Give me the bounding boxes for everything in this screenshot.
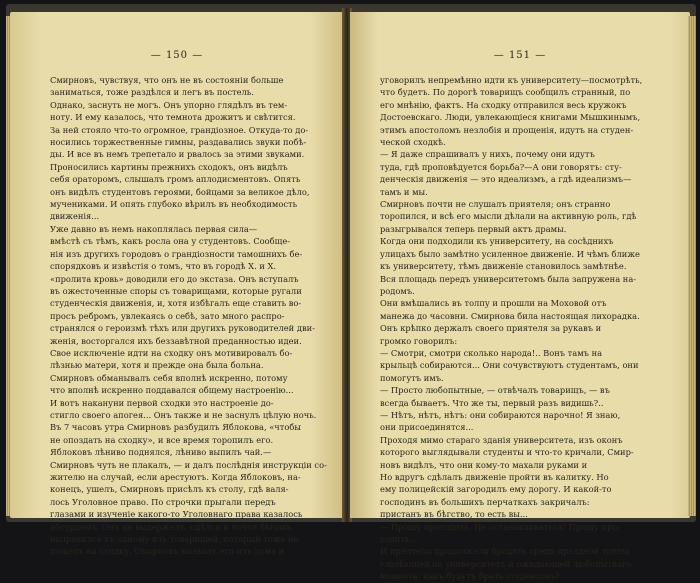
text-line: Они вмѣшались въ толпу и прошли на Моховой отъ bbox=[380, 298, 607, 309]
text-line: тамъ и мы. bbox=[380, 186, 428, 197]
text-line: момента: какъ будутъ брать студентовъ? bbox=[380, 571, 560, 582]
text-line: «пролита кровь» доводили его до экстаза. Онъ вступалъ bbox=[50, 273, 299, 284]
text-line: всегда бываетъ. Что же ты, первый разъ видишь?.. bbox=[380, 397, 604, 408]
text-line: къ университету, тѣмъ движенiе становилось замѣтнѣе. bbox=[380, 261, 627, 272]
text-line: онъ видѣлъ студентовъ героями, бойцами за великое дѣло, bbox=[50, 186, 310, 197]
text-line: торопился, и всѣ его мысли дѣлали на активную роль, гдѣ bbox=[380, 211, 637, 222]
text-line: улицахъ было замѣтно усиленное движенiе. И чѣмъ ближе bbox=[380, 248, 640, 259]
text-line: пристанъ въ бѣгство, то есть вы... bbox=[380, 509, 528, 520]
text-line: манежа до часовни. Смирнова била настоящая лихорадка. bbox=[380, 310, 640, 321]
text-line: уговорилъ непремѣнно идти къ университету—посмотрѣть, bbox=[380, 75, 643, 85]
text-line: — Прошу проходить. Не останавливаться! Прошу про- bbox=[380, 521, 621, 532]
text-line: жителю на случай, если арестуютъ. Когда Яблоковъ, на- bbox=[50, 472, 301, 482]
text-line: себя ораторомъ, слышалъ громъ аплодисментовъ. Опять bbox=[50, 174, 301, 185]
text-line: ды. И все въ немъ трепетало и рвалось за этими звуками. bbox=[50, 149, 305, 160]
text-line: За ней стояло что-то огромное, грандiозное. Откуда-то до- bbox=[50, 124, 309, 135]
text-line: — Просто любопытные, — отвѣчалъ товарищъ, — въ bbox=[380, 385, 610, 396]
text-line: которого выглядывали студенты и что-то кричали, Смир- bbox=[380, 447, 634, 458]
text-line: денческiя движенiя — это идеализмъ, а гдѣ идеализмъ— bbox=[380, 174, 632, 185]
text-line: пошелъ на сходку. Смирновъ вызвалъ его изъ дома и bbox=[50, 546, 285, 557]
text-line: Въ 7 часовъ утра Смирновъ разбудилъ Яблокова, «чтобы bbox=[50, 422, 301, 433]
text-line: Когда они подходили къ университету, на сосѣднихъ bbox=[380, 236, 614, 247]
text-line: его мнѣнiю, фактъ. На сходку отправился весь кружокъ bbox=[380, 99, 627, 110]
text-line: Уже давно въ немъ накоплялась первая сила— bbox=[50, 223, 258, 234]
text-line: лось Уголовное право. По строчки прыгали передъ bbox=[50, 496, 276, 507]
text-line: Онъ крѣпко держалъ своего приятеля за рукавъ и bbox=[380, 323, 602, 334]
text-line: стигло своего апогея... Онъ также и не заснулъ цѣлую ночь. bbox=[50, 409, 317, 420]
text-line: Смирновъ чуть не плакалъ, — и далъ послѣднiя инструкцiи со- bbox=[50, 459, 327, 470]
text-line: что будетъ. По дорогѣ товарищъ сообщилъ странный, по bbox=[380, 87, 631, 98]
text-line: помогутъ имъ. bbox=[380, 372, 444, 383]
right-page bbox=[350, 12, 690, 582]
left-page-text bbox=[50, 74, 327, 558]
right-page-edges bbox=[688, 16, 696, 516]
text-line: крыльцѣ собираются... Они сочувствуютъ студентамъ, они bbox=[380, 360, 639, 371]
text-line: — Смотри, смотри сколько народа!.. Вонъ тамъ на bbox=[380, 347, 603, 358]
text-line: не опоздать на сходку», и все время торопилъ его. bbox=[50, 434, 274, 445]
text-line: движенiя... bbox=[50, 211, 100, 222]
text-line: родомъ. bbox=[380, 285, 415, 296]
text-line: студенческiя движенiя, и, хотя избѣгалъ еще ставить во- bbox=[50, 298, 302, 309]
text-line: они присоединятся... bbox=[380, 422, 474, 433]
text-line: вмѣстѣ съ тѣмъ, какъ росла она у студентовъ. Сообще- bbox=[50, 236, 291, 247]
text-line: глазѣющей на университетъ и ожидающей любопытнаго bbox=[380, 558, 632, 569]
text-line: — Нѣтъ, нѣтъ, нѣтъ: они собираются нарочно! Я знаю, bbox=[380, 409, 621, 420]
text-line: разыгрывался теперь первый актъ драмы. bbox=[380, 223, 567, 234]
text-line: что вполнѣ искренно поддавался общему настроенiю... bbox=[50, 385, 294, 396]
right-page-number: — 151 — bbox=[493, 50, 547, 61]
text-line: ему полицейскiй загородилъ ему дорогу. И какой-то bbox=[380, 484, 612, 495]
text-line: туда, гдѣ проповѣдуется борьба?—А они говорятъ: сту- bbox=[380, 161, 622, 172]
text-line: женiя, восторгался ихъ беззавѣтной преданностью идеи. bbox=[50, 335, 302, 346]
text-line: странялся о героизмѣ тѣхъ или другихъ руководителей дви- bbox=[50, 323, 315, 334]
text-line: И вотъ накануни первой сходки это настроенiе до- bbox=[50, 397, 274, 408]
text-line: ческой сходкѣ. bbox=[380, 137, 446, 148]
text-line: Но вдругъ сдѣлалъ движенiе пройти въ калитку. Но bbox=[380, 472, 609, 482]
text-line: Смирновъ почти не слушалъ приятеля; онъ странно bbox=[380, 199, 611, 210]
text-line: Проходя мимо стараго зданiя университета, изъ оконъ bbox=[380, 434, 623, 445]
text-line: Достоевскаго. Люди, увлекающiеся книгами Мышкинымъ, bbox=[380, 112, 641, 123]
text-line: новъ видѣлъ, что они кому-то махали руками и bbox=[380, 459, 588, 470]
text-line: ноту. И ему казалось, что темнота дрожитъ и свѣтится. bbox=[50, 112, 296, 123]
text-line: Смирновъ, чувствуя, что онъ не въ состоянiи больше bbox=[50, 75, 284, 85]
text-line: мучениками. И опять глубоко вѣрилъ въ необходимость bbox=[50, 199, 298, 210]
text-line: — Я даже спрашивалъ у нихъ, почему они идутъ bbox=[380, 149, 595, 160]
text-line: заниматься, тоже раздѣлся и легъ въ постель. bbox=[50, 87, 254, 98]
text-line: направился къ одному изъ товарищей, который тоже не bbox=[50, 534, 299, 545]
text-line: Яблоковъ лѣниво поднялся, лѣниво выпилъ чай.— bbox=[50, 447, 272, 458]
text-line: конецъ, ушелъ, Смирновъ присѣлъ къ столу, гдѣ валя- bbox=[50, 484, 289, 495]
text-line: Свое исключенiе идти на сходку онъ мотивировалъ бо- bbox=[50, 347, 293, 358]
text-line: ходить... bbox=[380, 534, 418, 545]
text-line: И приятели продолжали бродить среди праздной толпы, bbox=[380, 546, 632, 557]
text-line: громко говорилъ: bbox=[380, 335, 458, 346]
text-line: Смирновъ обманывалъ себя вполнѣ искренно, потому bbox=[50, 372, 288, 383]
open-book bbox=[6, 4, 696, 582]
text-line: просъ ребромъ, увлекаясь о себѣ, зато много распро- bbox=[50, 310, 285, 321]
text-line: Вся площадь передъ университетомъ была запружена на- bbox=[380, 273, 637, 284]
text-line: этимъ апостоломъ незлобiя и прощенiя, идутъ на студен- bbox=[380, 124, 634, 135]
left-page-number: — 150 — bbox=[150, 50, 204, 61]
text-line: господинъ въ большихъ перчаткахъ закричалъ: bbox=[380, 496, 590, 507]
text-line: нiя изъ другихъ городовъ о грандiозности тамошнихъ бе- bbox=[50, 248, 303, 259]
text-line: лѣзнью матери, хотя и прежде она была больна. bbox=[50, 360, 264, 371]
text-line: въ ожесточенные споры съ товарищами, которые ругали bbox=[50, 285, 302, 296]
text-line: Проносились картины прежнихъ сходокъ, онъ видѣлъ bbox=[50, 161, 288, 172]
text-line: абсурдомъ. Онъ не выдержалъ, одѣлся и почти бѣгомъ bbox=[50, 521, 292, 532]
text-line: носились торжественные гимны, раздавались звуки побѣ- bbox=[50, 137, 307, 148]
text-line: глазами и изученiе какого-то Уголовнаго права казалось bbox=[50, 509, 303, 520]
left-page bbox=[10, 12, 344, 557]
text-line: Однако, заснуть не могъ. Онъ упорно глядѣлъ въ тем- bbox=[50, 99, 288, 110]
text-line: спорядковъ и извѣстiя о томъ, что въ городѣ Х. и X. bbox=[50, 261, 277, 272]
right-page-text bbox=[380, 74, 656, 583]
